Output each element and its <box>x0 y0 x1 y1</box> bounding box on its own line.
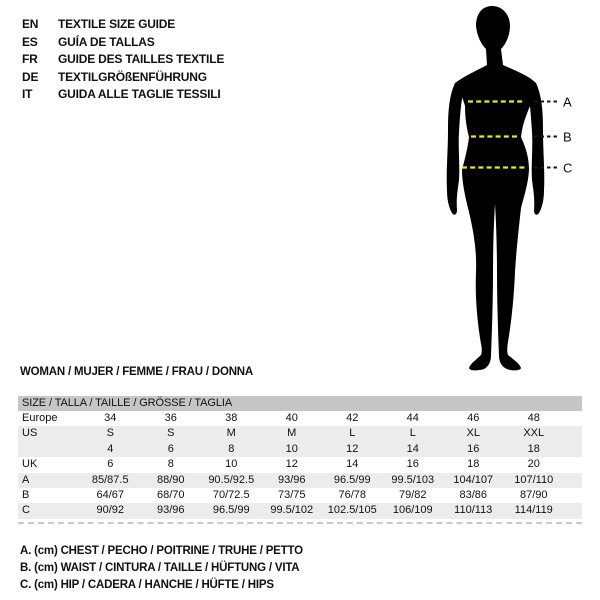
size-value: 85/87.5 <box>91 473 129 486</box>
language-title: TEXTILGRÖßENFÜHRUNG <box>58 69 207 84</box>
row-label: B <box>22 488 30 501</box>
table-row <box>18 473 582 488</box>
size-value: 83/86 <box>459 488 488 501</box>
language-row <box>22 16 224 34</box>
size-value: XL <box>466 427 480 440</box>
size-value: 110/113 <box>454 504 493 517</box>
size-value: 10 <box>225 458 238 471</box>
language-code: FR <box>22 52 38 66</box>
size-value: 6 <box>167 442 174 455</box>
size-value: 70/72.5 <box>212 488 250 501</box>
size-value: S <box>167 427 175 440</box>
size-value: 12 <box>346 442 359 455</box>
size-value: M <box>287 427 297 440</box>
woman-silhouette <box>455 6 537 370</box>
size-value: 40 <box>285 412 298 424</box>
language-title: GUIDA ALLE TAGLIE TESSILI <box>58 87 221 101</box>
size-table <box>18 396 582 524</box>
size-value: 4 <box>107 442 114 455</box>
woman-left-arm <box>447 83 463 215</box>
table-row <box>18 442 582 457</box>
size-value: 48 <box>527 412 540 424</box>
size-value: 10 <box>285 442 298 455</box>
size-value: 99.5/102 <box>270 504 314 517</box>
woman-right-arm <box>528 83 544 215</box>
size-value: 18 <box>467 458 480 471</box>
legend-line-hip: C. (cm) HIP / CADERA / HANCHE / HÜFTE / HIPS <box>20 579 274 591</box>
size-value: 8 <box>167 458 174 471</box>
language-title: TEXTILE SIZE GUIDE <box>58 17 176 31</box>
table-row <box>18 411 582 426</box>
measurement-legend <box>20 543 303 594</box>
size-value: L <box>349 427 356 440</box>
marker-label-b: B <box>563 129 572 145</box>
size-value: 44 <box>406 412 419 424</box>
row-label: UK <box>22 458 38 471</box>
language-row <box>22 51 224 69</box>
size-value: 16 <box>406 458 419 471</box>
size-value: 96.5/99 <box>333 473 371 486</box>
size-value: 16 <box>467 442 480 455</box>
legend-line-waist: B. (cm) WAIST / CINTURA / TAILLE / HÜFTUNG / VITA <box>20 562 300 574</box>
size-value: 12 <box>285 458 298 471</box>
size-value: 76/78 <box>338 488 367 501</box>
size-value: 93/96 <box>156 504 185 517</box>
size-value: 73/75 <box>277 488 306 501</box>
language-code: ES <box>22 34 38 49</box>
size-value: 8 <box>228 442 235 455</box>
size-value: 14 <box>346 458 359 471</box>
size-value: L <box>409 427 416 440</box>
size-value: 18 <box>527 442 540 455</box>
size-value: 36 <box>164 412 177 424</box>
size-value: 79/82 <box>398 488 427 501</box>
language-title: GUIDE DES TAILLES TEXTILE <box>58 52 225 66</box>
table-row <box>18 457 582 472</box>
size-value: 96.5/99 <box>212 504 250 517</box>
size-table-header: SIZE / TALLA / TAILLE / GRÖSSE / TAGLIA <box>18 396 582 411</box>
size-value: 90/92 <box>96 504 125 517</box>
size-value: 99.5/103 <box>391 473 435 486</box>
row-label: A <box>22 473 30 486</box>
legend-line-chest: A. (cm) CHEST / PECHO / POITRINE / TRUHE / PETTO <box>20 545 303 557</box>
row-label: Europe <box>22 412 58 424</box>
measurement-diagram <box>420 0 600 380</box>
size-value: XXL <box>523 427 545 440</box>
language-list <box>22 16 224 104</box>
size-table-body <box>18 411 582 519</box>
size-value: 102.5/105 <box>327 504 377 517</box>
language-row <box>22 86 224 104</box>
size-value: 90.5/92.5 <box>208 473 255 486</box>
size-value: 42 <box>346 412 359 424</box>
size-value: 114/119 <box>514 504 553 517</box>
size-value: 106/109 <box>392 504 433 517</box>
language-code: EN <box>22 17 39 31</box>
size-value: 6 <box>107 458 114 471</box>
language-code: DE <box>22 69 39 84</box>
marker-label-a: A <box>563 94 572 110</box>
language-title: GUÍA DE TALLAS <box>58 34 155 49</box>
size-value: 20 <box>527 458 540 471</box>
table-row <box>18 426 582 441</box>
size-value: M <box>226 427 236 440</box>
language-code: IT <box>22 87 33 101</box>
size-value: 88/90 <box>156 473 185 486</box>
size-value: 14 <box>406 442 419 455</box>
size-value: 46 <box>467 412 480 424</box>
language-row <box>22 69 224 87</box>
size-value: 64/67 <box>96 488 125 501</box>
marker-label-c: C <box>563 160 573 176</box>
size-value: 104/107 <box>453 473 494 486</box>
size-value: 107/110 <box>514 473 554 486</box>
table-bottom-border <box>18 522 582 524</box>
size-value: 38 <box>225 412 238 424</box>
row-label: US <box>22 427 38 440</box>
row-label <box>18 442 80 457</box>
size-value: 34 <box>104 412 117 424</box>
size-value: 93/96 <box>277 473 306 486</box>
size-value: S <box>106 427 114 440</box>
table-row <box>18 503 582 518</box>
table-row <box>18 488 582 503</box>
row-label: C <box>22 504 30 517</box>
size-value: 87/90 <box>519 488 548 501</box>
section-title: WOMAN / MUJER / FEMME / FRAU / DONNA <box>20 366 254 378</box>
language-row <box>22 34 224 52</box>
size-value: 68/70 <box>156 488 185 501</box>
